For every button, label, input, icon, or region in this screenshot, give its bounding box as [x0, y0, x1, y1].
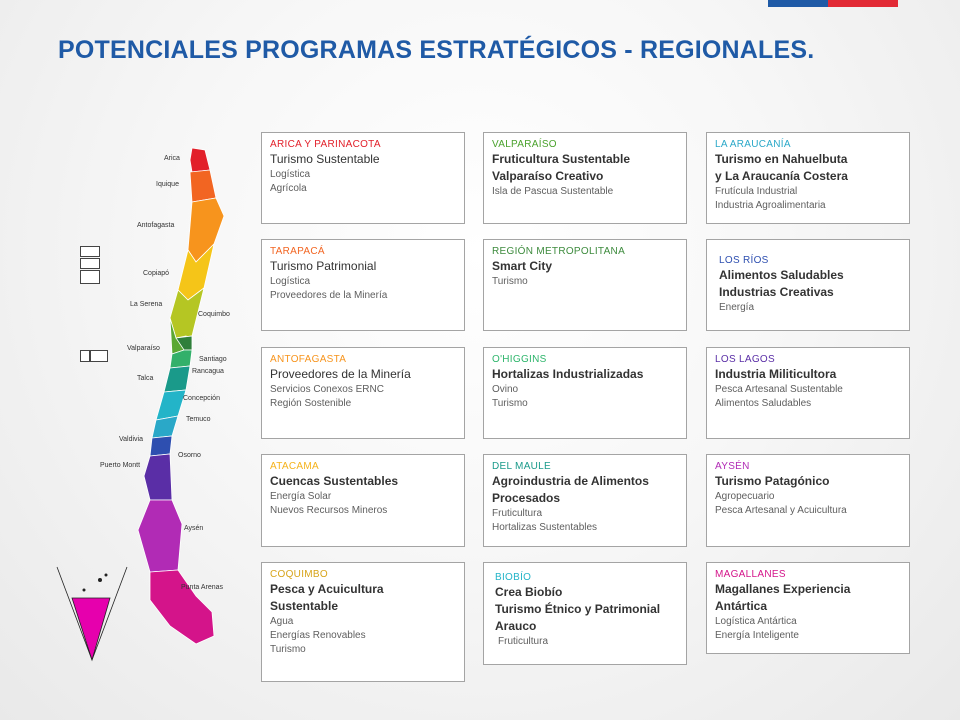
flag-stripe-blue [768, 0, 828, 7]
program-title: Industria Militicultora [715, 367, 837, 381]
island-icon-4 [80, 350, 90, 362]
program-subtitle: Isla de Pascua Sustentable [492, 186, 614, 197]
region-shape-tarapaca [190, 170, 216, 202]
program-subtitle: Energía Solar [270, 491, 332, 502]
program-title: Pesca y Acuicultura [270, 582, 384, 596]
region-card-araucania [706, 132, 910, 224]
program-subtitle: Logística [270, 276, 311, 287]
program-title: Turismo Sustentable [270, 152, 380, 166]
region-name: REGIÓN METROPOLITANA [492, 246, 626, 257]
program-subtitle: Hortalizas Sustentables [492, 522, 598, 533]
program-subtitle: Fruticultura [498, 636, 549, 647]
program-title: Proveedores de la Minería [270, 367, 411, 381]
region-shape-losrios [150, 436, 172, 456]
region-name: LA ARAUCANÍA [715, 139, 791, 150]
program-title: y La Araucanía Costera [715, 169, 848, 183]
program-subtitle: Alimentos Saludables [715, 398, 812, 409]
city-label: Concepción [183, 395, 220, 402]
program-title: Turismo Étnico y Patrimonial [495, 602, 661, 616]
region-shape-aysen [138, 500, 182, 572]
region-name: LOS LAGOS [715, 354, 775, 365]
region-name: DEL MAULE [492, 461, 552, 472]
region-card-antofagasta [261, 347, 465, 439]
region-name: COQUIMBO [270, 569, 328, 580]
program-subtitle: Ovino [492, 384, 519, 395]
program-subtitle: Nuevos Recursos Mineros [270, 505, 388, 516]
antarctic-territory-shape [72, 598, 110, 660]
city-label: Talca [137, 375, 154, 382]
city-label: Arica [164, 155, 180, 162]
program-subtitle: Turismo [492, 398, 528, 409]
region-name: O'HIGGINS [492, 354, 547, 365]
region-name: LOS RÍOS [719, 255, 769, 266]
program-title: Turismo en Nahuelbuta [715, 152, 848, 166]
program-subtitle: Proveedores de la Minería [270, 290, 388, 301]
region-card-biobio [483, 562, 687, 665]
region-shape-biobio [156, 390, 186, 420]
program-title: Sustentable [270, 599, 339, 613]
program-title: Alimentos Saludables [719, 268, 844, 282]
program-subtitle: Frutícula Industrial [715, 186, 798, 197]
program-subtitle: Agua [270, 616, 294, 627]
region-card-losrios [706, 239, 910, 331]
program-subtitle: Turismo [270, 644, 306, 655]
program-title: Antártica [715, 599, 768, 613]
island-icon-1 [80, 246, 100, 257]
program-subtitle: Pesca Artesanal Sustentable [715, 384, 843, 395]
region-card-magallanes [706, 562, 910, 654]
city-label: Aysén [184, 525, 204, 532]
program-subtitle: Industria Agroalimentaria [715, 200, 826, 211]
region-shape-maule [164, 366, 190, 392]
city-label: Valdivia [119, 436, 143, 443]
program-title: Agroindustria de Alimentos [492, 474, 649, 488]
program-subtitle: Agropecuario [715, 491, 775, 502]
region-card-maule [483, 454, 687, 547]
program-title: Turismo Patrimonial [270, 259, 377, 273]
program-title: Magallanes Experiencia [715, 582, 851, 596]
island-icon-3 [80, 270, 100, 284]
city-label: Punta Arenas [181, 584, 224, 591]
region-card-ohiggins [483, 347, 687, 439]
program-title: Hortalizas Industrializadas [492, 367, 644, 381]
program-subtitle: Pesca Artesanal y Acuicultura [715, 505, 847, 516]
program-subtitle: Energías Renovables [270, 630, 366, 641]
region-shape-loslagos [144, 454, 172, 500]
region-name: ARICA Y PARINACOTA [270, 139, 381, 150]
island-icon-2 [80, 258, 100, 269]
city-label: Puerto Montt [100, 462, 141, 469]
program-title: Arauco [495, 619, 537, 633]
city-label: Iquique [156, 181, 179, 188]
region-card-arica [261, 132, 465, 224]
program-subtitle: Región Sostenible [270, 398, 352, 409]
program-subtitle: Turismo [492, 276, 528, 287]
city-label: Antofagasta [137, 222, 175, 229]
program-subtitle: Agrícola [270, 183, 307, 194]
city-label: Coquimbo [198, 311, 230, 318]
region-card-atacama [261, 454, 465, 547]
program-title: Cuencas Sustentables [270, 474, 399, 488]
program-title: Valparaíso Creativo [492, 169, 604, 183]
region-card-valparaiso [483, 132, 687, 224]
city-label: Rancagua [192, 368, 224, 375]
city-label: Copiapó [143, 270, 170, 277]
program-title: Turismo Patagónico [715, 474, 830, 488]
program-title: Industrias Creativas [719, 285, 834, 299]
city-label: La Serena [130, 301, 163, 308]
city-label: Temuco [186, 416, 211, 423]
program-subtitle: Energía Inteligente [715, 630, 799, 641]
program-title: Smart City [492, 259, 553, 273]
city-label: Osorno [178, 452, 201, 459]
program-subtitle: Fruticultura [492, 508, 543, 519]
city-label: Valparaíso [127, 345, 160, 352]
page-title: POTENCIALES PROGRAMAS ESTRATÉGICOS - REGIONALES. [58, 36, 815, 64]
region-name: MAGALLANES [715, 569, 786, 580]
city-label: Santiago [199, 356, 227, 363]
region-name: ANTOFAGASTA [270, 354, 347, 365]
region-name: BIOBÍO [495, 572, 532, 583]
region-card-metropolitana [483, 239, 687, 331]
region-shape-arica [190, 148, 210, 172]
flag-stripe-red [828, 0, 898, 7]
program-title: Procesados [492, 491, 561, 505]
region-card-tarapaca [261, 239, 465, 331]
region-card-loslagos [706, 347, 910, 439]
region-name: VALPARAÍSO [492, 139, 557, 150]
region-name: ATACAMA [270, 461, 319, 472]
program-subtitle: Logística Antártica [715, 616, 797, 627]
region-name: TARAPACÁ [270, 246, 325, 257]
island-icon-5 [90, 350, 108, 362]
region-card-coquimbo [261, 562, 465, 682]
program-subtitle: Energía [719, 302, 755, 313]
program-title: Crea Biobío [495, 585, 563, 599]
region-name: AYSÉN [715, 461, 750, 472]
program-subtitle: Servicios Conexos ERNC [270, 384, 384, 395]
program-subtitle: Logística [270, 169, 311, 180]
region-shape-magallanes [150, 570, 214, 644]
program-title: Fruticultura Sustentable [492, 152, 631, 166]
region-card-aysen [706, 454, 910, 547]
